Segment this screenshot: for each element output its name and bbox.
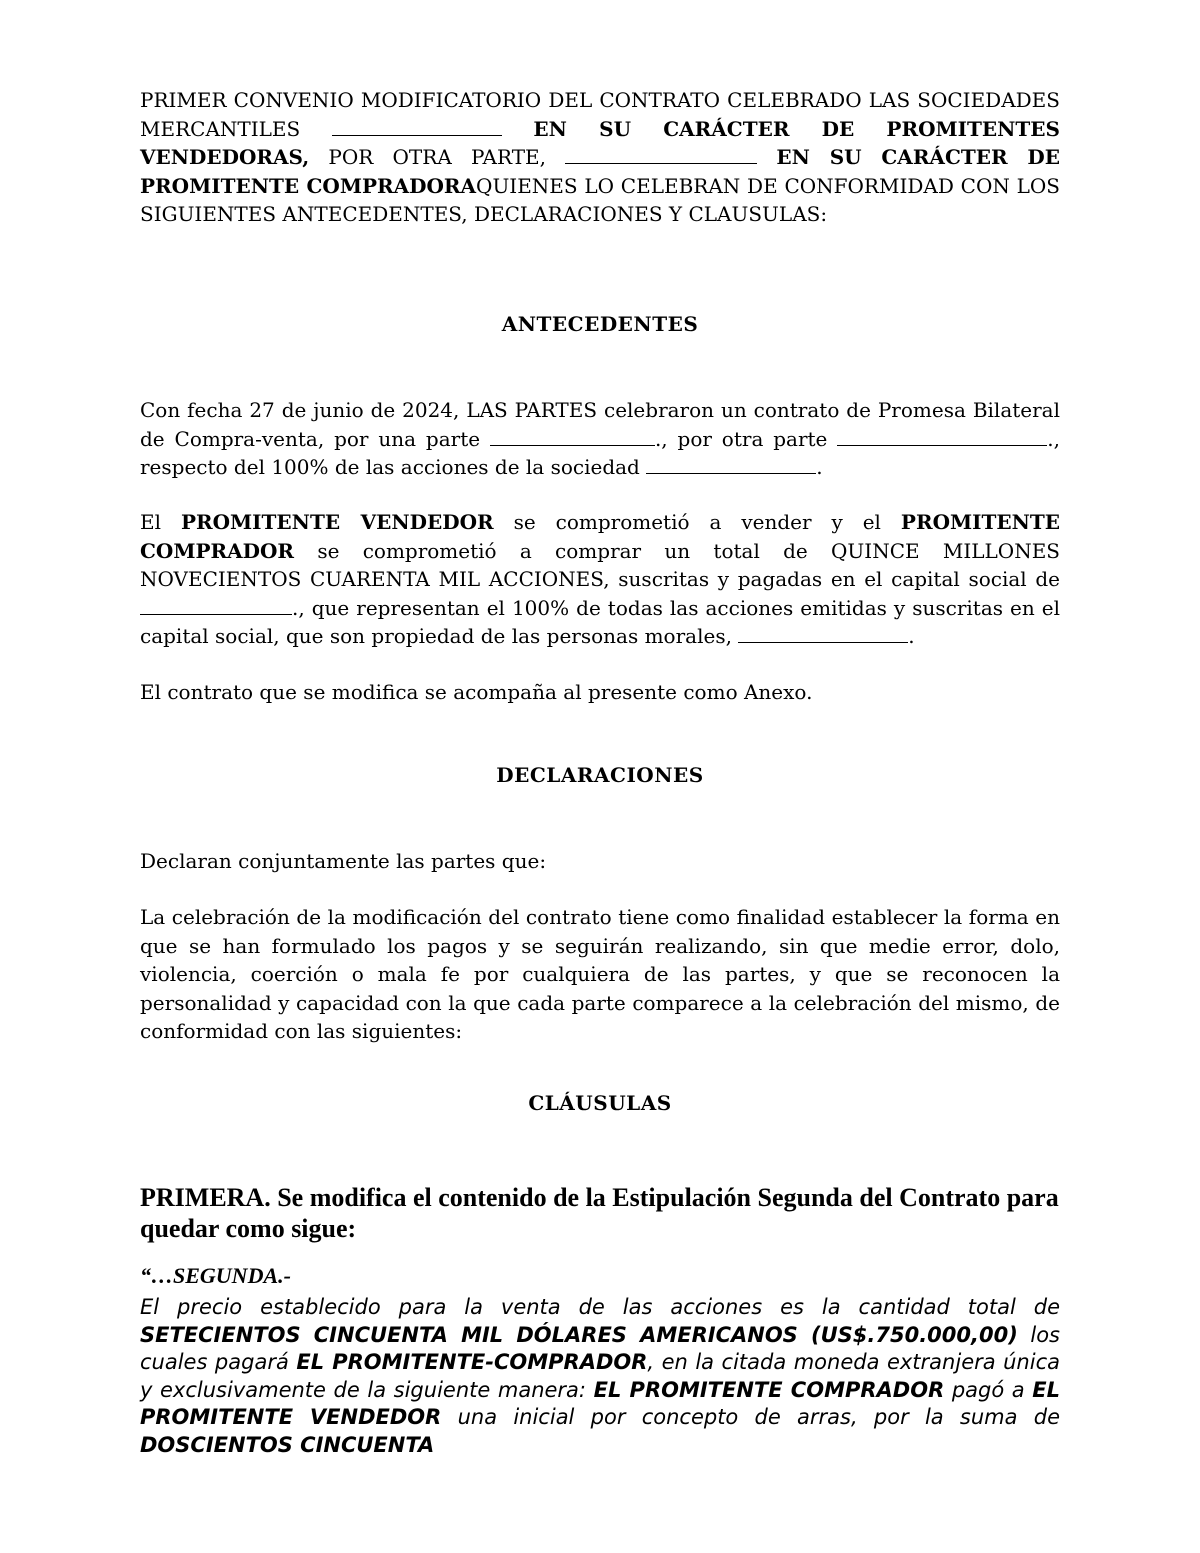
blank-line bbox=[646, 454, 816, 474]
antecedentes-paragraph-1 bbox=[140, 396, 1060, 482]
intro-text-3: QUIENES LO CELEBRAN DE CONFORMIDAD CON LOS SIGUIENTES ANTECEDENTES, DECLARACIONES Y CLAUSULAS: bbox=[140, 173, 1060, 226]
intro-text-1: PRIMER CONVENIO MODIFICATORIO DEL CONTRATO CELEBRADO LAS SOCIEDADES MERCANTILES bbox=[140, 88, 1060, 141]
text: El bbox=[140, 510, 161, 534]
blank-line bbox=[140, 595, 292, 615]
text: los cuales pagará bbox=[140, 1322, 1060, 1374]
text: . bbox=[816, 455, 823, 479]
text: una inicial por concepto de arras, por la suma de bbox=[457, 1405, 1060, 1429]
bold-text: EL PROMITENTE-COMPRADOR bbox=[296, 1350, 648, 1374]
bold-text: SETECIENTOS CINCUENTA MIL DÓLARES AMERICANOS (US$.750.000,00) bbox=[140, 1322, 1018, 1347]
text: El precio establecido para la venta de las acciones es la cantidad total de bbox=[140, 1295, 1060, 1319]
blank-line bbox=[837, 426, 1047, 446]
text: pagó a bbox=[951, 1377, 1025, 1402]
declaraciones-heading: DECLARACIONES bbox=[496, 763, 704, 787]
segunda-paragraph bbox=[140, 1294, 1060, 1459]
antecedentes-paragraph-2 bbox=[140, 508, 1060, 651]
intro-bold-2: EN SU CARÁCTER DE PROMITENTE COMPRADORA bbox=[140, 145, 1060, 198]
text: Con fecha 27 de junio de 2024, LAS PARTES celebraron un contrato de Promesa Bilateral de Compra-venta, por una parte bbox=[140, 398, 1060, 451]
blank-line bbox=[490, 426, 655, 446]
blank-line bbox=[565, 144, 757, 164]
intro-paragraph bbox=[140, 86, 1060, 229]
text: se comprometió a vender y el bbox=[513, 510, 881, 534]
antecedentes-paragraph-3: El contrato que se modifica se acompaña al presente como Anexo. bbox=[140, 680, 813, 704]
segunda-label: “…SEGUNDA.- bbox=[140, 1263, 291, 1288]
blank-line bbox=[332, 116, 502, 136]
declaraciones-paragraph-1: Declaran conjuntamente las partes que: bbox=[140, 849, 547, 873]
intro-text-2: POR OTRA PARTE, bbox=[328, 145, 547, 169]
text: se comprometió a comprar un total de QUINCE MILLONES NOVECIENTOS CUARENTA MIL ACCIONES, suscritas y pagadas en el capital social de bbox=[140, 538, 1061, 591]
antecedentes-heading: ANTECEDENTES bbox=[501, 312, 699, 336]
clausula-primera: PRIMERA. Se modifica el contenido de la Estipulación Segunda del Contrato para quedar como sigue: bbox=[140, 1183, 1059, 1243]
bold-text: PROMITENTE VENDEDOR bbox=[180, 510, 494, 534]
bold-text: EL PROMITENTE VENDEDOR bbox=[140, 1377, 1060, 1429]
text: , en la citada moneda extranjera única y exclusivamente de la siguiente manera: bbox=[140, 1350, 1060, 1402]
text: ., bbox=[1047, 426, 1060, 451]
clausulas-heading: CLÁUSULAS bbox=[528, 1091, 672, 1115]
declaraciones-paragraph-2: La celebración de la modificación del contrato tiene como finalidad establecer la forma en que se han formulado los pagos y se seguirán realizando, sin que medie error, dolo, violencia, coerción o mala fe por cualquiera de las partes, y que se reconocen la personalidad y capacidad con la que cada parte comparece a la celebración del mismo, de conformidad con las siguientes: bbox=[140, 905, 1060, 1043]
bold-text: EL PROMITENTE COMPRADOR bbox=[593, 1377, 945, 1402]
text: . bbox=[908, 624, 915, 648]
text: ., por otra parte bbox=[654, 426, 828, 451]
text: ., que representan el 100% de todas las acciones emitidas y suscritas en el capital social, que son propiedad de las personas morales, bbox=[140, 595, 1060, 648]
text: respecto del 100% de las acciones de la sociedad bbox=[140, 455, 640, 479]
blank-line bbox=[738, 623, 908, 643]
bold-text: PROMITENTE COMPRADOR bbox=[140, 510, 1061, 563]
bold-text: DOSCIENTOS CINCUENTA bbox=[140, 1432, 435, 1457]
intro-bold-1: EN SU CARÁCTER DE PROMITENTES VENDEDORAS, bbox=[140, 116, 1060, 169]
